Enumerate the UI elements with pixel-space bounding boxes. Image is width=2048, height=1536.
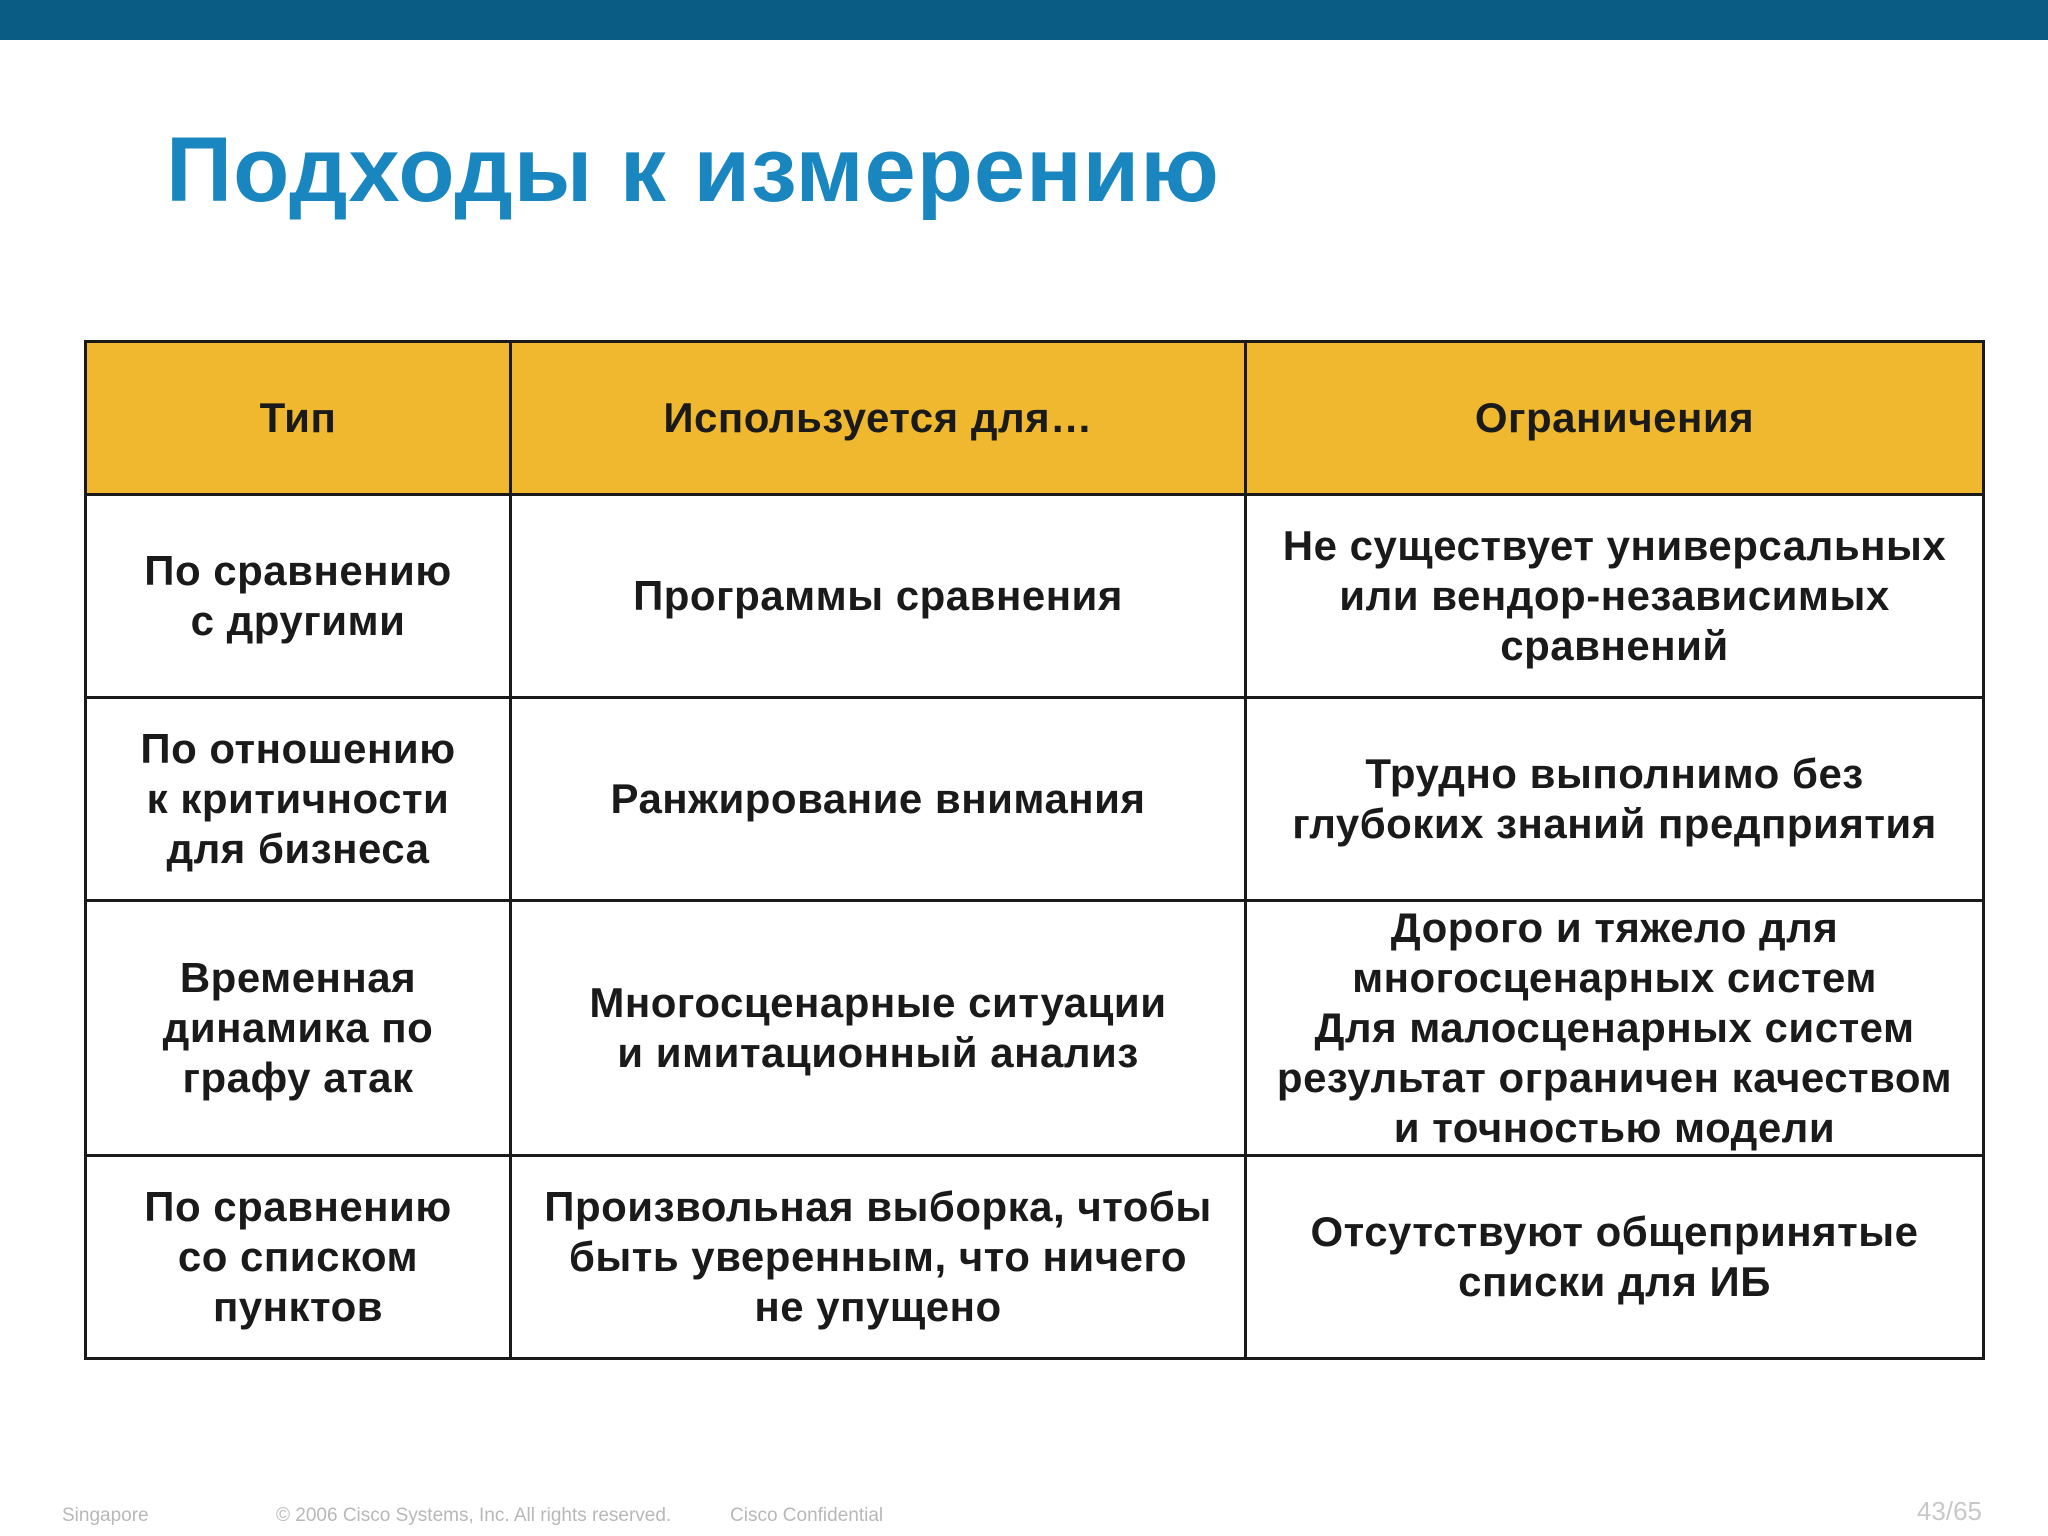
footer-copyright: © 2006 Cisco Systems, Inc. All rights reserved. [276, 1505, 672, 1526]
cell-used-for: Ранжирование внимания [511, 698, 1246, 901]
footer-location: Singapore [62, 1505, 149, 1526]
cell-type: По сравнению со списком пунктов [86, 1156, 511, 1359]
cell-type: По сравнению с другими [86, 495, 511, 698]
footer-confidential: Cisco Confidential [730, 1505, 884, 1526]
table-row [86, 1156, 1984, 1359]
cell-used-for: Программы сравнения [511, 495, 1246, 698]
cell-used-for: Произвольная выборка, чтобы быть уверенным, что ничего не упущено [511, 1156, 1246, 1359]
page-number: 43/65 [1916, 1496, 1982, 1526]
cell-limitations: Не существует универсальных или вендор-независимых сравнений [1246, 495, 1984, 698]
cell-type: По отношению к критичности для бизнеса [86, 698, 511, 901]
table-row [86, 495, 1984, 698]
header-type: Тип [86, 342, 511, 495]
cell-limitations: Трудно выполнимо без глубоких знаний предприятия [1246, 698, 1984, 901]
cell-limitations: Дорого и тяжело для многосценарных систем Для малосценарных систем результат ограничен качеством и точностью модели [1246, 901, 1984, 1156]
cell-type: Временная динамика по графу атак [86, 901, 511, 1156]
top-accent-bar [0, 0, 2048, 40]
approaches-table [84, 340, 1985, 1360]
table-row [86, 901, 1984, 1156]
header-used-for: Используется для… [511, 342, 1246, 495]
table-row [86, 698, 1984, 901]
slide-title: Подходы к измерению [166, 119, 1220, 221]
cell-used-for: Многосценарные ситуации и имитационный анализ [511, 901, 1246, 1156]
cell-limitations: Отсутствуют общепринятые списки для ИБ [1246, 1156, 1984, 1359]
header-limitations: Ограничения [1246, 342, 1984, 495]
table-header-row [86, 342, 1984, 495]
